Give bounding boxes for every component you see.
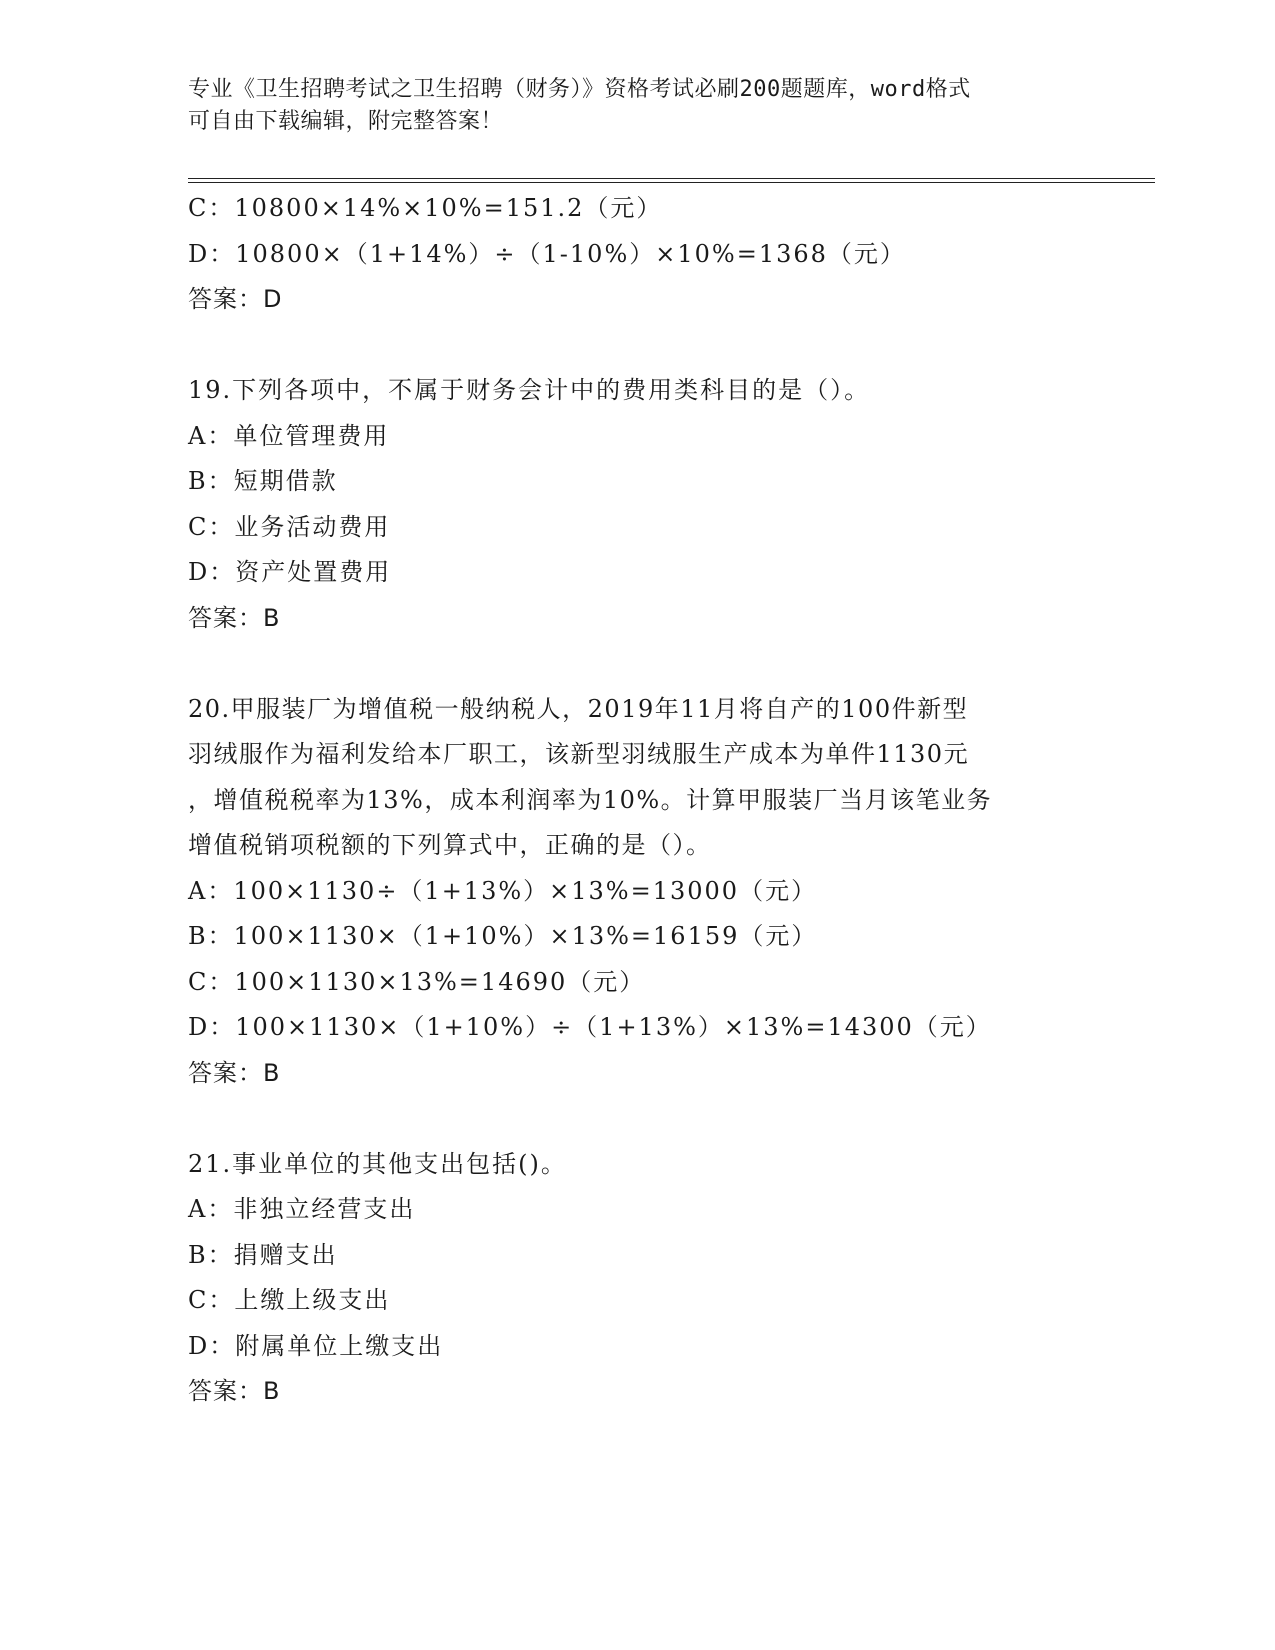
option-d: D：10800×（1+14%）÷（1-10%）×10%=1368（元） xyxy=(188,239,906,268)
option-c: C：上缴上级支出 xyxy=(188,1286,391,1314)
question-19 xyxy=(188,368,1088,641)
header-divider-bottom xyxy=(188,182,1155,183)
question-stem-line: 20.甲服装厂为增值税一般纳税人，2019年11月将自产的100件新型 xyxy=(188,694,969,723)
question-stem-line: 增值税销项税额的下列算式中，正确的是（）。 xyxy=(188,831,712,859)
option-d: D：附属单位上缴支出 xyxy=(188,1331,444,1360)
header-line-2: 可自由下载编辑，附完整答案！ xyxy=(188,109,504,134)
question-stem: 19.下列各项中，不属于财务会计中的费用类科目的是（）。 xyxy=(188,376,871,404)
question-21 xyxy=(188,1142,1088,1415)
option-c: C：10800×14%×10%=151.2（元） xyxy=(188,194,663,222)
option-b: B：捐赠支出 xyxy=(188,1240,338,1269)
option-d: D：资产处置费用 xyxy=(188,558,392,586)
option-b: B：100×1130×（1+10%）×13%=16159（元） xyxy=(188,922,818,950)
document-header xyxy=(188,74,1078,138)
option-c: C：100×1130×13%=14690（元） xyxy=(188,967,646,996)
option-b: B：短期借款 xyxy=(188,467,338,495)
header-line-1: 专业《卫生招聘考试之卫生招聘（财务）》资格考试必刷200题题库，word格式 xyxy=(188,77,971,102)
question-stem: 21.事业单位的其他支出包括()。 xyxy=(188,1149,567,1178)
answer: 答案：B xyxy=(188,1058,281,1087)
question-18-tail xyxy=(188,186,1088,323)
answer: 答案：B xyxy=(188,1377,281,1405)
question-20 xyxy=(188,687,1088,1097)
answer: 答案：B xyxy=(188,603,281,632)
option-c: C：业务活动费用 xyxy=(188,512,391,541)
option-a: A：单位管理费用 xyxy=(188,421,390,450)
question-list xyxy=(188,186,1088,1415)
question-stem xyxy=(188,687,1088,869)
option-a: A：非独立经营支出 xyxy=(188,1195,416,1223)
header-divider-top xyxy=(188,178,1155,179)
option-d: D：100×1130×（1+10%）÷（1+13%）×13%=14300（元） xyxy=(188,1013,992,1041)
question-stem-line: 羽绒服作为福利发给本厂职工，该新型羽绒服生产成本为单件1130元 xyxy=(188,740,970,768)
answer: 答案：D xyxy=(188,285,283,313)
option-a: A：100×1130÷（1+13%）×13%=13000（元） xyxy=(188,876,818,905)
question-stem-line: ，增值税税率为13%，成本利润率为10%。计算甲服装厂当月该笔业务 xyxy=(188,785,993,814)
